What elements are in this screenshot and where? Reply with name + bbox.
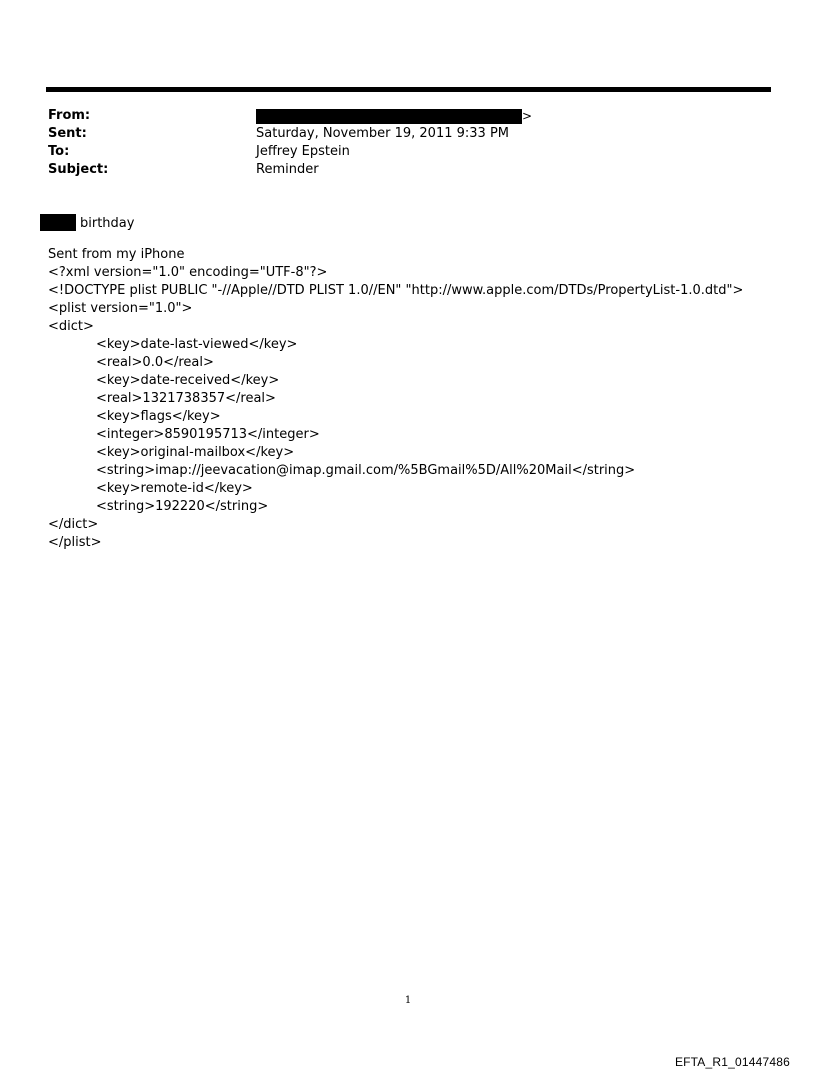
body-line: <real>1321738357</real> [96,391,276,406]
body-line: <integer>8590195713</integer> [96,427,320,442]
redaction-box [40,214,76,231]
body-line: </dict> [48,517,99,532]
header-divider [46,87,771,92]
from-value [256,107,532,126]
to-label: To: [48,144,70,159]
body-line: <key>date-last-viewed</key> [96,337,298,352]
body-line: <dict> [48,319,94,334]
body-line: <key>original-mailbox</key> [96,445,295,460]
body-line: <key>remote-id</key> [96,481,253,496]
subject-value: Reminder [256,162,319,177]
body-line: <plist version="1.0"> [48,301,193,316]
body-line: <key>flags</key> [96,409,221,424]
from-suffix: > [522,109,533,123]
body-line: <real>0.0</real> [96,355,214,370]
to-value: Jeffrey Epstein [256,144,350,159]
sent-label: Sent: [48,126,87,141]
subject-row [48,161,748,179]
from-row [48,107,748,125]
body-line: <string>imap://jeevacation@imap.gmail.com/%5BGmail%5D/All%20Mail</string> [96,463,636,478]
body-line: <?xml version="1.0" encoding="UTF-8"?> [48,265,328,280]
to-row [48,143,748,161]
document-id: EFTA_R1_01447486 [674,1055,790,1069]
body-first-line-text: birthday [80,216,135,231]
body-line: </plist> [48,535,102,550]
page-number: 1 [404,995,412,1006]
redaction-box [256,109,522,124]
sent-row [48,125,748,143]
from-label: From: [48,108,91,123]
email-body [48,214,743,552]
subject-label: Subject: [48,162,109,177]
body-line: <!DOCTYPE plist PUBLIC "-//Apple//DTD PLIST 1.0//EN" "http://www.apple.com/DTDs/PropertyList-1.0.dtd"> [48,283,744,298]
sent-value: Saturday, November 19, 2011 9:33 PM [256,126,510,141]
body-line: Sent from my iPhone [48,247,185,262]
body-line: <key>date-received</key> [96,373,280,388]
body-first-line [40,214,743,232]
body-line: <string>192220</string> [96,499,269,514]
email-header [48,107,748,179]
